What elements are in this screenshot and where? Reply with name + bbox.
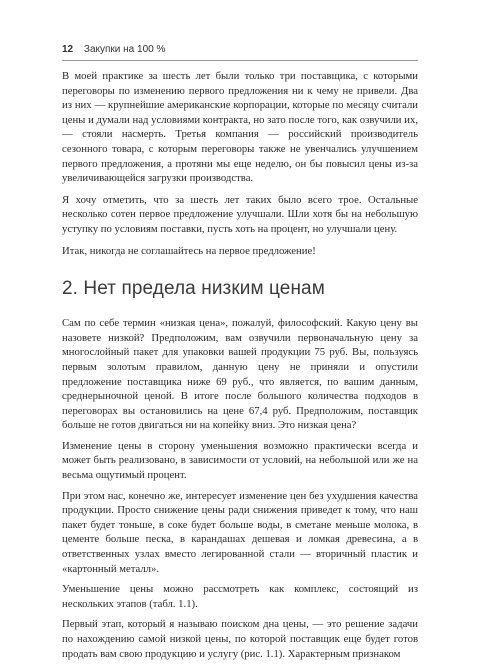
header-divider: [62, 60, 418, 61]
paragraph: Уменьшение цены можно рассмотреть как комплекс, состоящий из нескольких этапов (табл. 1.1).: [62, 583, 418, 610]
paragraph: Сам по себе термин «низкая цена», пожалуй, философский. Какую цену вы назовете низкой? Предположим, вам озвучили первоначальную цену за многослойный пакет для упаковки вашей продукции 75 руб. Вы, пользуясь первым золотым правилом, данную цену не приняли и опустили предложение поставщика ниже 69 руб., что является, по вашим данным, среднерыночной ценой. В итоге после большого количества подходов в переговорах вы остановились на цене 67,4 руб. Предположим, поставщик больше не готов двигаться ни на копейку вниз. Это низкая цена?: [62, 317, 418, 432]
paragraph: В моей практике за шесть лет были только три поставщика, с которыми переговоры по изменению первого предложения ни к чему не привели. Два из них — крупнейшие американские корпорации, которые по месяцу считали цены и думали над условиями контракта, но зато после того, как озвучили их, — стояли насмерть. Третья компания — российский производитель сезонного товара, с которым переговоры также не увенчались улучшением первого предложения, а протяни мы еще неделю, он бы повысил цены из-за увеличивающейся загрузки производства.: [62, 70, 418, 185]
running-header: [62, 44, 422, 55]
paragraph: Первый этап, который я называю поиском дна цены, — это решение задачи по нахождению самой низкой цены, по которой поставщик еще будет готов продать вам свою продукцию и услугу (рис. 1.1). Характерным признаком: [62, 618, 418, 660]
page-number: 12: [62, 44, 74, 55]
paragraph: Итак, никогда не соглашайтесь на первое предложение!: [62, 244, 316, 257]
paragraph: При этом нас, конечно же, интересует изменение цен без ухудшения качества продукции. Просто снижение цены ради снижения приведет к тому, что наш пакет будет тоньше, в соке будет больше воды, в сметане меньше молока, в цементе больше песка, в карандашах дешевая и ломкая древесина, а в ответственных узлах вместо легированной стали — вторичный пластик и «картонный металл».: [62, 489, 418, 575]
book-title: Закупки на 100 %: [83, 44, 166, 55]
paragraph: Я хочу отметить, что за шесть лет таких было всего трое. Остальные несколько сотен первое предложение улучшали. Шли хотя бы на небольшую уступку по условиям поставки, пусть хоть на процент, но улучшали цену.: [62, 193, 418, 235]
paragraph: Изменение цены в сторону уменьшения возможно практически всегда и может быть реализовано, в зависимости от условий, на небольшой или же на весьма ощутимый процент.: [62, 439, 418, 482]
page-body: [62, 69, 418, 667]
section-heading: 2. Нет предела низким ценам: [62, 278, 325, 300]
